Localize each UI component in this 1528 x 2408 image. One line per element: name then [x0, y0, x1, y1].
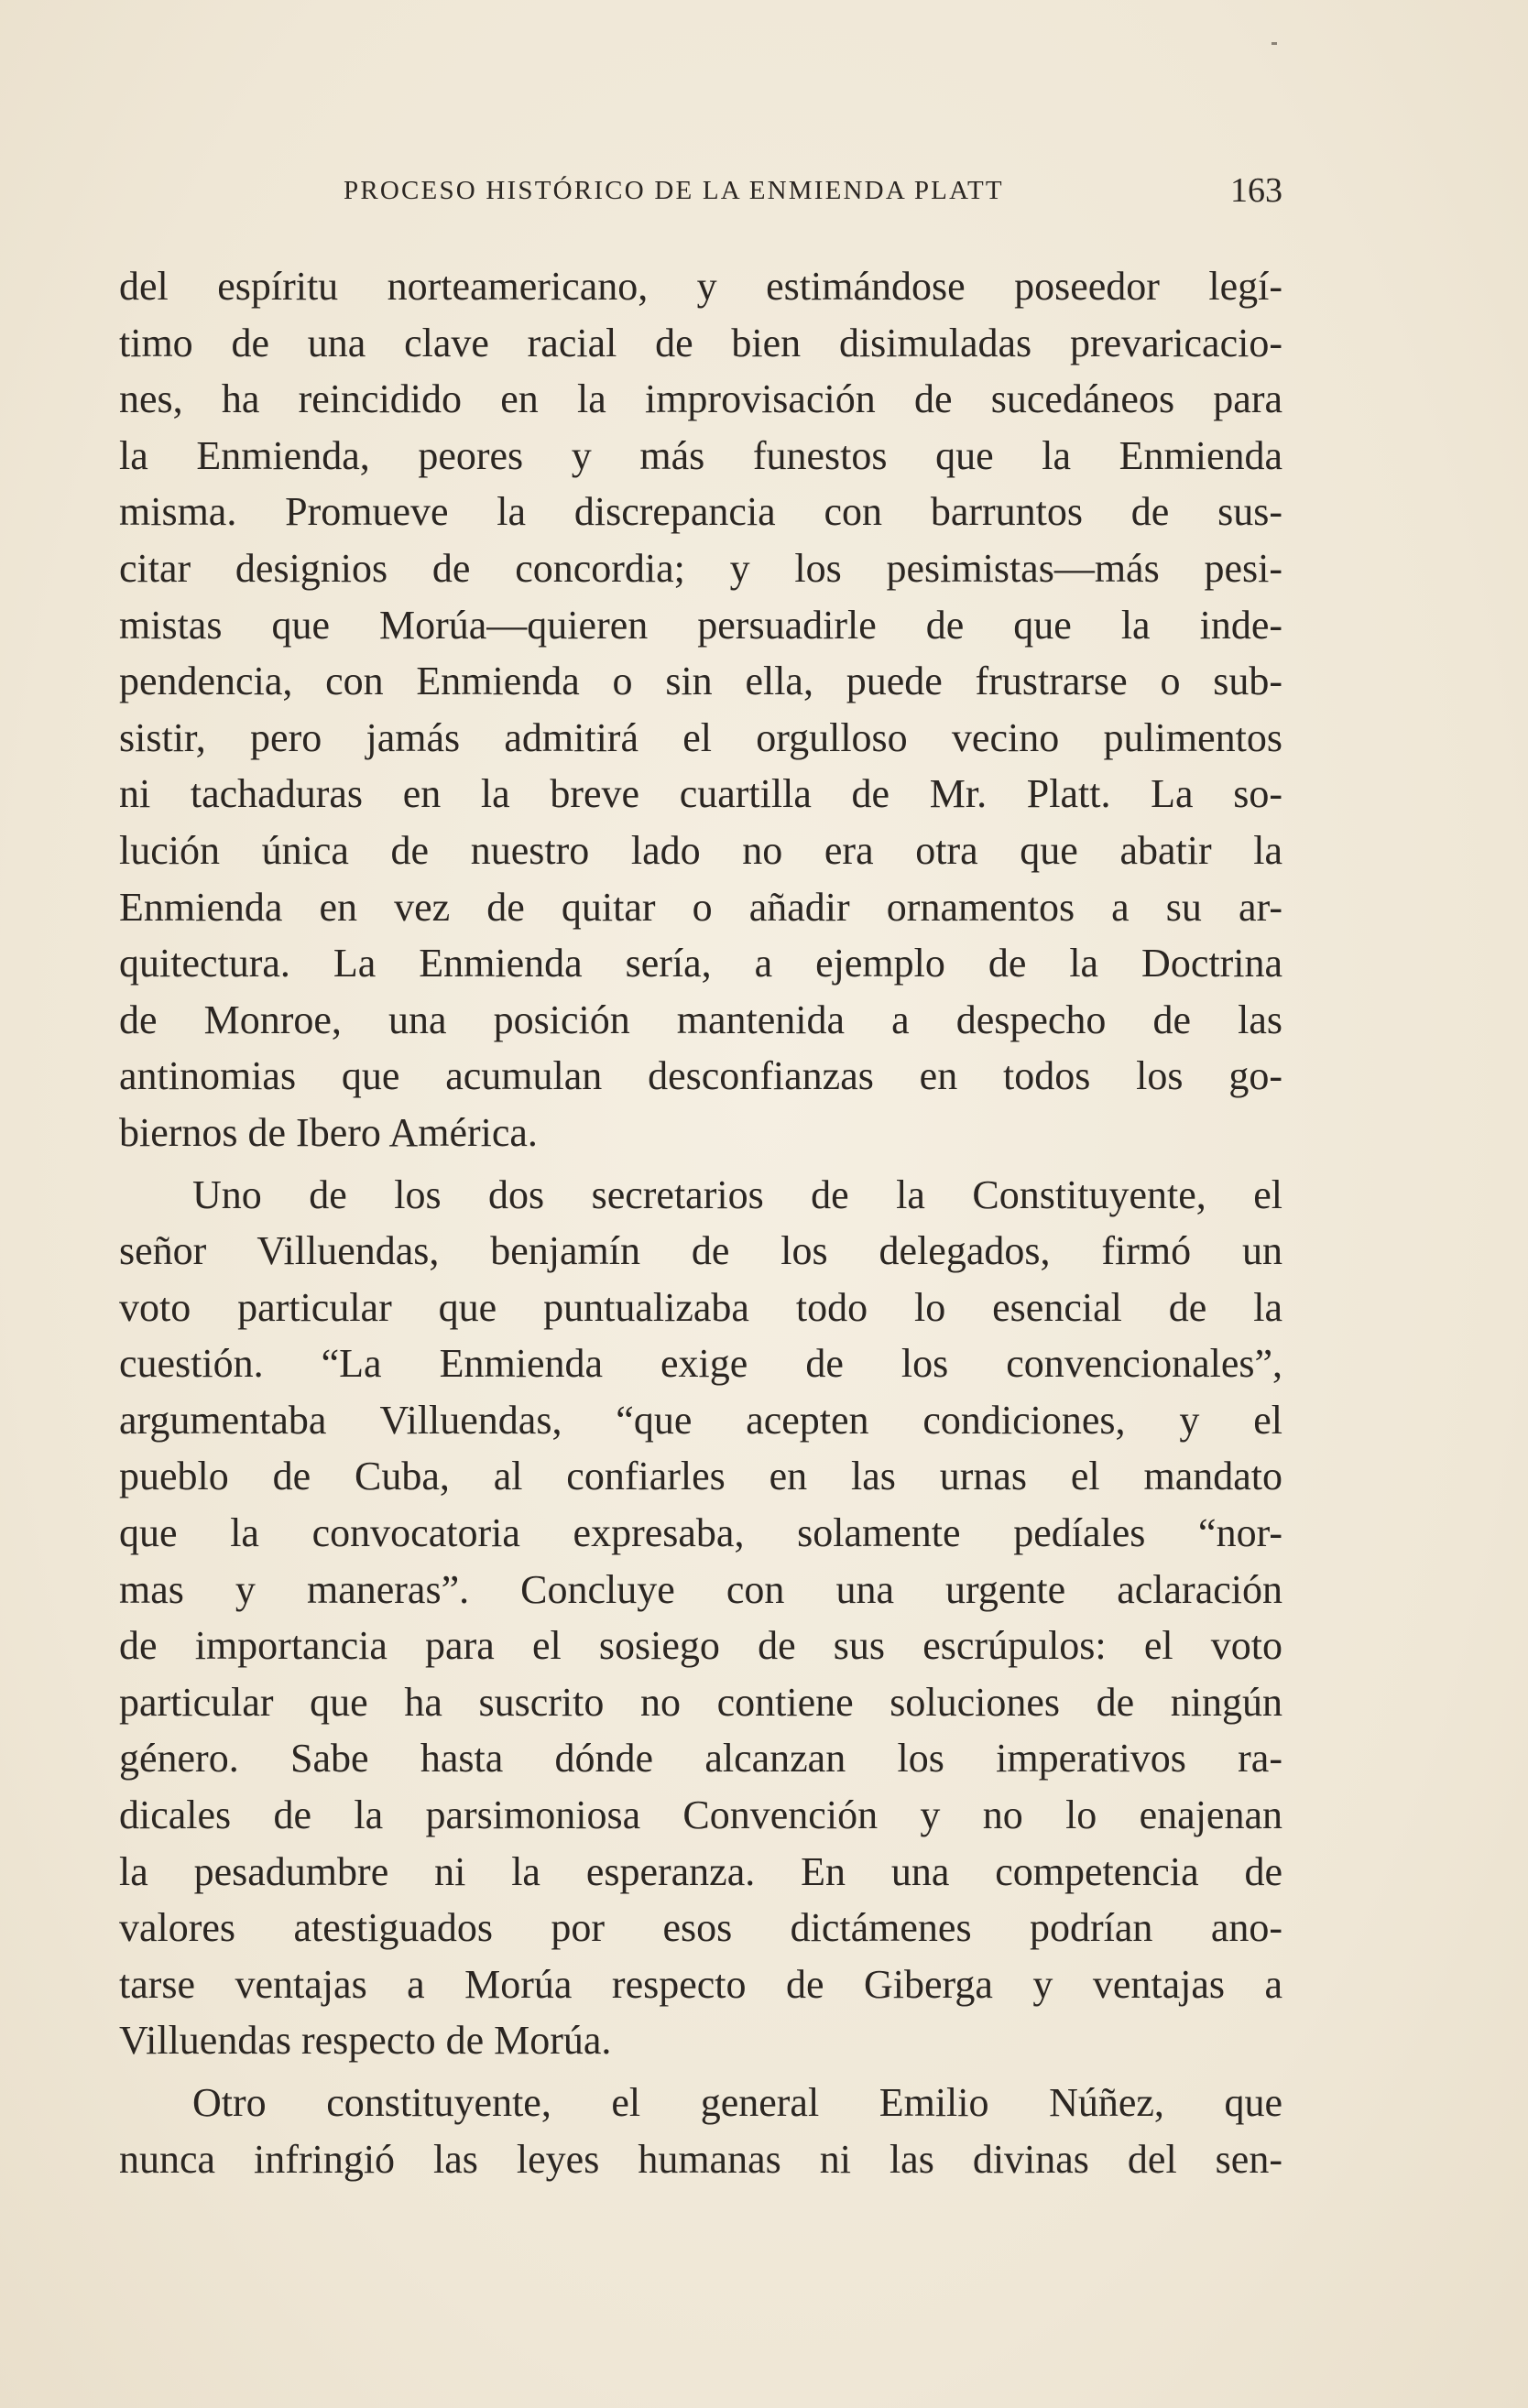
paragraph: [119, 1167, 1282, 2070]
text-line: antinomias que acumulan desconfianzas en todos los go-: [119, 1053, 1282, 1099]
text-line: pendencia, con Enmienda o sin ella, puede frustrarse o sub-: [119, 659, 1282, 704]
text-line: pueblo de Cuba, al confiarles en las urnas el mandato: [119, 1454, 1282, 1499]
running-title: PROCESO HISTÓRICO DE LA ENMIENDA PLATT: [344, 176, 1004, 205]
text-line: la pesadumbre ni la esperanza. En una competencia de: [119, 1848, 1282, 1894]
text-line: la Enmienda, peores y más funestos que la Enmienda: [119, 432, 1282, 478]
text-line: que la convocatoria expresaba, solamente pedíales “nor-: [119, 1510, 1282, 1556]
paragraph: [119, 258, 1282, 1161]
text-line: señor Villuendas, benjamín de los delegados, firmó un: [119, 1228, 1282, 1274]
text-line: mistas que Morúa—quieren persuadirle de que la inde-: [119, 602, 1282, 648]
text-line: quitectura. La Enmienda sería, a ejemplo de la Doctrina: [119, 941, 1282, 986]
text-line: tarse ventajas a Morúa respecto de Giberga y ventajas a: [119, 1961, 1282, 2007]
text-line: voto particular que puntualizaba todo lo esencial de la: [119, 1284, 1282, 1330]
body-text: [119, 258, 1282, 2187]
text-line: lución única de nuestro lado no era otra que abatir la: [119, 827, 1282, 873]
text-line: argumentaba Villuendas, “que acepten condiciones, y el: [119, 1397, 1282, 1443]
print-speck: [1272, 42, 1277, 45]
text-line: dicales de la parsimoniosa Convención y no lo enajenan: [119, 1792, 1282, 1838]
text-line: sistir, pero jamás admitirá el orgulloso vecino pulimentos: [119, 714, 1282, 760]
text-line: biernos de Ibero América.: [119, 1109, 538, 1155]
running-header: [119, 168, 1282, 213]
text-line: Villuendas respecto de Morúa.: [119, 2018, 612, 2064]
page-number: 163: [1230, 171, 1282, 210]
text-line: misma. Promueve la discrepancia con barruntos de sus-: [119, 489, 1282, 535]
text-line: citar designios de concordia; y los pesimistas—más pesi-: [119, 545, 1282, 591]
text-line: de importancia para el sosiego de sus escrúpulos: el voto: [119, 1623, 1282, 1669]
text-line: timo de una clave racial de bien disimuladas prevaricacio-: [119, 320, 1282, 365]
text-line: Enmienda en vez de quitar o añadir ornamentos a su ar-: [119, 884, 1282, 930]
text-line: cuestión. “La Enmienda exige de los convencionales”,: [119, 1341, 1282, 1387]
text-line: Uno de los dos secretarios de la Constituyente, el: [192, 1171, 1282, 1217]
text-line: del espíritu norteamericano, y estimándose poseedor legí-: [119, 264, 1282, 309]
text-line: nes, ha reincidido en la improvisación de sucedáneos para: [119, 376, 1282, 422]
paragraph: [119, 2075, 1282, 2187]
text-line: de Monroe, una posición mantenida a despecho de las: [119, 997, 1282, 1042]
text-line: Otro constituyente, el general Emilio Núñez, que: [192, 2080, 1282, 2125]
text-line: nunca infringió las leyes humanas ni las divinas del sen-: [119, 2136, 1282, 2182]
text-line: ni tachaduras en la breve cuartilla de Mr. Platt. La so-: [119, 771, 1282, 817]
text-line: género. Sabe hasta dónde alcanzan los imperativos ra-: [119, 1736, 1282, 1781]
text-line: particular que ha suscrito no contiene soluciones de ningún: [119, 1679, 1282, 1725]
text-line: mas y maneras”. Concluye con una urgente aclaración: [119, 1566, 1282, 1612]
text-line: valores atestiguados por esos dictámenes podrían ano-: [119, 1905, 1282, 1951]
